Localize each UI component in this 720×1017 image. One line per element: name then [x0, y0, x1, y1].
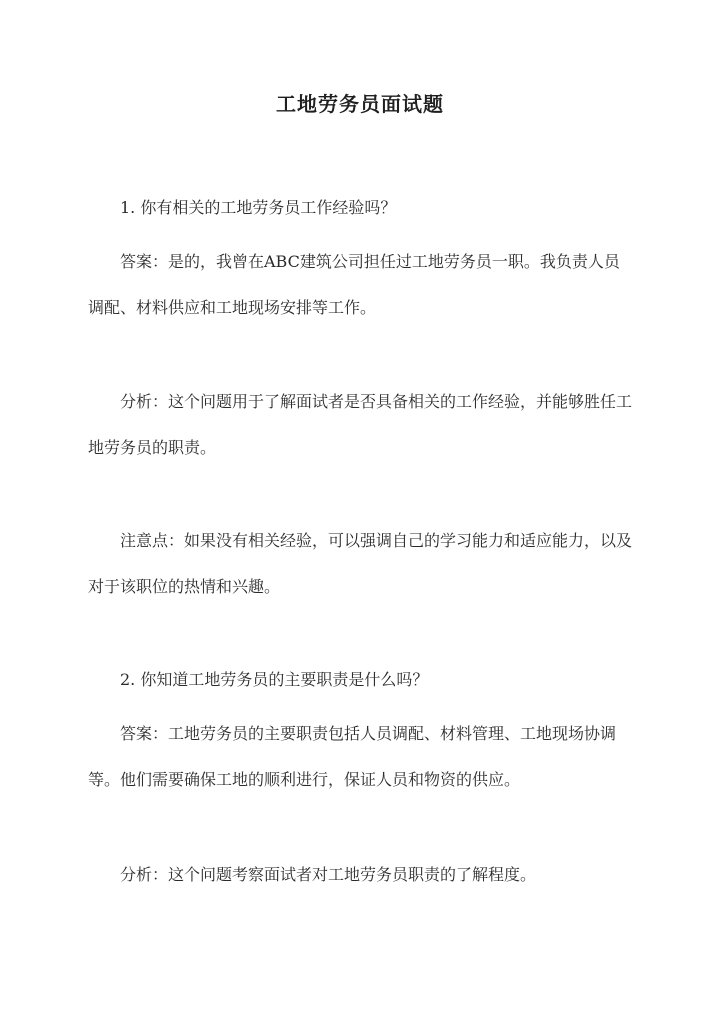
note-1: 注意点：如果没有相关经验，可以强调自己的学习能力和适应能力，以及对于该职位的热情和兴趣。 [88, 531, 633, 596]
answer-2: 答案：工地劳务员的主要职责包括人员调配、材料管理、工地现场协调等。他们需要确保工地的顺利进行，保证人员和物资的供应。 [88, 724, 617, 789]
document-title: 工地劳务员面试题 [276, 92, 444, 116]
analysis-2: 分析：这个问题考察面试者对工地劳务员职责的了解程度。 [120, 865, 537, 884]
analysis-1: 分析：这个问题用于了解面试者是否具备相关的工作经验，并能够胜任工地劳务员的职责。 [88, 392, 633, 457]
answer-1: 答案：是的，我曾在ABC建筑公司担任过工地劳务员一职。我负责人员调配、材料供应和工地现场安排等工作。 [88, 252, 620, 317]
question-2: 2. 你知道工地劳务员的主要职责是什么吗？ [120, 670, 429, 689]
question-1: 1. 你有相关的工地劳务员工作经验吗？ [120, 198, 397, 217]
